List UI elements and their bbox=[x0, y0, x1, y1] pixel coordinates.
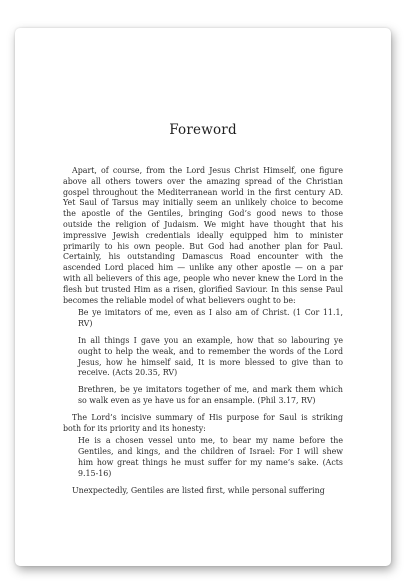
block-quote: He is a chosen vessel unto me, to bear my name before the Gentiles, and kings, and the children of Israel: For I will shew him how great things he must suffer for my name’s sake. (Acts 9.15-16) bbox=[78, 436, 343, 478]
page-content bbox=[63, 108, 343, 498]
paragraph: Unexpectedly, Gentiles are listed first, while personal suffering bbox=[72, 485, 325, 495]
block-quote: Be ye imitators of me, even as I also am of Christ. (1 Cor 11.1, RV) bbox=[78, 308, 343, 329]
book-page bbox=[15, 28, 391, 566]
page-title: Foreword bbox=[169, 122, 237, 138]
block-quote: Brethren, be ye imitators together of me, and mark them which so walk even as ye have us for an ensample. (Phil 3.17, RV) bbox=[78, 385, 343, 405]
paragraph: Apart, of course, from the Lord Jesus Christ Himself, one figure above all others towers over the amazing spread of the Christian gospel throughout the Mediterranean world in the first century AD. Yet Saul of Tarsus may initially seem an unlikely choice to become the apostle of the Gentiles, bringing God’s good news to those outside the religion of Judaism. We might have thought that his impressive Jewish credentials ideally equipped him to minister primarily to his own people. But God had another plan for Paul. Certainly, his outstanding Damascus Road encounter with the ascended Lord placed him — unlike any other apostle — on a par with all believers of this age, people who never knew the Lord in the flesh but trusted Him as a risen, glorified Saviour. In this sense Paul becomes the reliable model of what believers ought to be: bbox=[63, 166, 343, 305]
paragraph: The Lord’s incisive summary of His purpose for Saul is striking both for its priority and its honesty: bbox=[63, 412, 343, 433]
block-quote: In all things I gave you an example, how that so labouring ye ought to help the weak, and to remember the words of the Lord Jesus, how he himself said, It is more blessed to give than to receive. (Acts 20.35, RV) bbox=[78, 335, 343, 378]
